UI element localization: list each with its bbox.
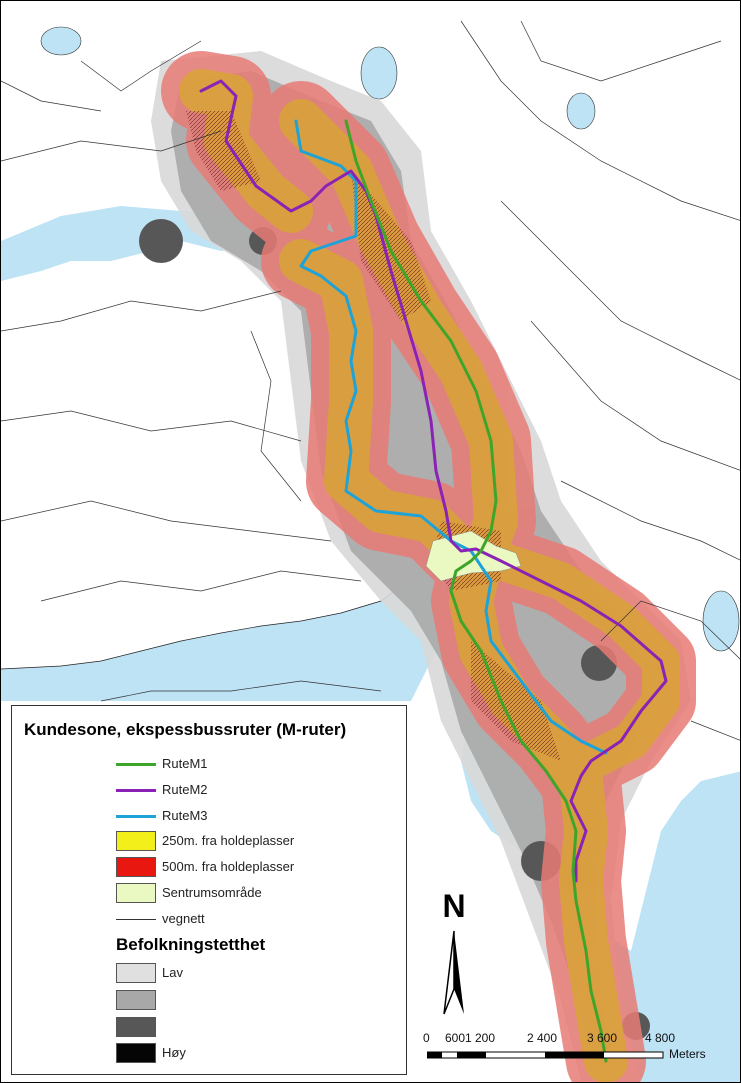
route-line-symbol <box>116 815 156 818</box>
legend-item-vegnett <box>116 909 386 929</box>
density-swatch <box>116 1017 156 1037</box>
legend-item-rutem1 <box>116 754 386 774</box>
lake <box>361 47 397 99</box>
density-swatch <box>116 990 156 1010</box>
scale-tick: 600 <box>445 1031 466 1045</box>
buffer-500-swatch <box>116 857 156 877</box>
legend-label: vegnett <box>162 911 205 926</box>
legend-label: Høy <box>162 1045 186 1060</box>
density-swatch <box>116 1043 156 1063</box>
legend-item-500m <box>116 857 386 877</box>
scale-tick: 1 200 <box>465 1031 496 1045</box>
scale-bar-graphic <box>427 1050 667 1060</box>
density-item-hoy <box>116 1043 386 1063</box>
scale-tick: 4 800 <box>645 1031 676 1045</box>
route-line-symbol <box>116 763 156 766</box>
north-arrow <box>419 889 489 1024</box>
north-label: N <box>442 889 466 924</box>
sentrum-swatch <box>116 883 156 903</box>
lake <box>567 93 595 129</box>
north-arrow-icon <box>454 931 464 1014</box>
route-line-symbol <box>116 789 156 792</box>
scale-tick: 3 600 <box>587 1031 618 1045</box>
road-line-symbol <box>116 919 156 920</box>
density-title: Befolkningstetthet <box>116 935 266 954</box>
density-item-3 <box>116 1017 386 1037</box>
legend-label: RuteM1 <box>162 756 208 771</box>
legend-label: RuteM3 <box>162 808 208 823</box>
scale-tick: 2 400 <box>527 1031 558 1045</box>
legend-item-rutem2 <box>116 780 386 800</box>
density-item-lav <box>116 963 386 983</box>
scale-tick: 0 <box>423 1031 430 1045</box>
legend-panel <box>11 705 407 1075</box>
density-swatch <box>116 963 156 983</box>
legend-item-rutem3 <box>116 806 386 826</box>
north-arrow-icon-half <box>444 931 454 1014</box>
lake <box>703 591 739 651</box>
legend-label: Lav <box>162 965 183 980</box>
legend-item-sentrum <box>116 883 386 903</box>
legend-label: 500m. fra holdeplasser <box>162 859 295 874</box>
legend-label: 250m. fra holdeplasser <box>162 833 295 848</box>
scale-unit: Meters <box>669 1047 706 1061</box>
legend-item-250m <box>116 831 386 851</box>
legend-title: Kundesone, ekspessbussruter (M-ruter) <box>24 720 347 739</box>
buffer-250-swatch <box>116 831 156 851</box>
density-item-2 <box>116 990 386 1010</box>
legend-label: RuteM2 <box>162 782 208 797</box>
lake <box>41 27 81 55</box>
legend-label: Sentrumsområde <box>162 885 262 900</box>
